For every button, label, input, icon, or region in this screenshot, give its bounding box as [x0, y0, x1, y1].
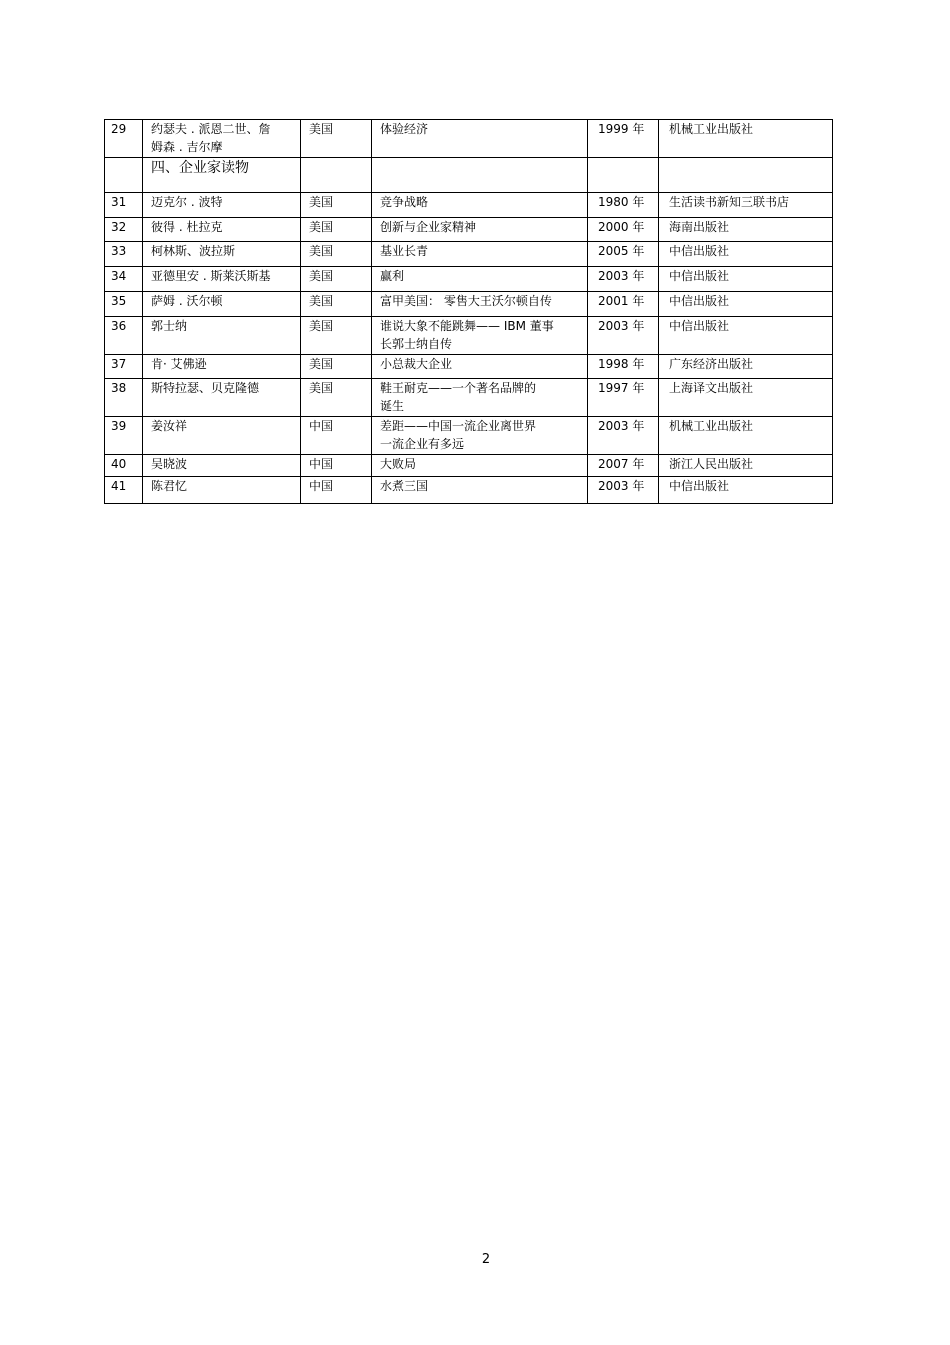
- book-title-cell: 谁说大象不能跳舞—— IBM 董事 长郭士纳自传: [372, 317, 588, 355]
- author-cell: 肯· 艾佛逊: [143, 355, 301, 379]
- book-title-cell: 大败局: [372, 455, 588, 477]
- table-row: [105, 417, 833, 455]
- year-cell: 2007 年: [588, 455, 659, 477]
- author-cell: 萨姆 . 沃尔顿: [143, 292, 301, 317]
- row-number: 40: [105, 455, 143, 477]
- author-cell: 郭士纳: [143, 317, 301, 355]
- publisher-cell: 机械工业出版社: [659, 417, 833, 455]
- country-cell: 美国: [301, 120, 372, 158]
- country-cell: 美国: [301, 317, 372, 355]
- publisher-cell: 广东经济出版社: [659, 355, 833, 379]
- table-row: [105, 242, 833, 267]
- author-cell: 彼得 . 杜拉克: [143, 218, 301, 242]
- publisher-cell: 上海译文出版社: [659, 379, 833, 417]
- country-cell: 美国: [301, 267, 372, 292]
- page-number: 2: [481, 1252, 491, 1267]
- country-cell: 美国: [301, 292, 372, 317]
- book-title-cell: 赢利: [372, 267, 588, 292]
- year-cell: 2003 年: [588, 317, 659, 355]
- publisher-cell: 中信出版社: [659, 267, 833, 292]
- author-cell: 吴晓波: [143, 455, 301, 477]
- table-row: [105, 193, 833, 218]
- author-cell: 约瑟夫 . 派恩二世、詹 姆森 . 吉尔摩: [143, 120, 301, 158]
- row-number: [105, 158, 143, 193]
- publisher-cell: [659, 158, 833, 193]
- table-row: [105, 455, 833, 477]
- year-cell: 1998 年: [588, 355, 659, 379]
- publisher-cell: 机械工业出版社: [659, 120, 833, 158]
- publisher-cell: 中信出版社: [659, 317, 833, 355]
- country-cell: [301, 158, 372, 193]
- country-cell: 美国: [301, 218, 372, 242]
- table-row: [105, 292, 833, 317]
- publisher-cell: 海南出版社: [659, 218, 833, 242]
- country-cell: 美国: [301, 242, 372, 267]
- row-number: 36: [105, 317, 143, 355]
- publisher-cell: 中信出版社: [659, 477, 833, 504]
- country-cell: 中国: [301, 417, 372, 455]
- country-cell: 美国: [301, 355, 372, 379]
- book-title-cell: 水煮三国: [372, 477, 588, 504]
- table-row: [105, 218, 833, 242]
- book-title-cell: 小总裁大企业: [372, 355, 588, 379]
- row-number: 39: [105, 417, 143, 455]
- row-number: 33: [105, 242, 143, 267]
- row-number: 32: [105, 218, 143, 242]
- row-number: 34: [105, 267, 143, 292]
- country-cell: 中国: [301, 477, 372, 504]
- year-cell: 1999 年: [588, 120, 659, 158]
- book-title-cell: 竞争战略: [372, 193, 588, 218]
- book-title-cell: 体验经济: [372, 120, 588, 158]
- author-cell: 斯特拉瑟、贝克隆德: [143, 379, 301, 417]
- country-cell: 中国: [301, 455, 372, 477]
- author-cell: 迈克尔 . 波特: [143, 193, 301, 218]
- book-title-cell: [372, 158, 588, 193]
- section-heading-row: [105, 158, 833, 193]
- table-row: [105, 477, 833, 504]
- year-cell: [588, 158, 659, 193]
- table-row: [105, 120, 833, 158]
- author-cell: 陈君忆: [143, 477, 301, 504]
- book-title-cell: 差距——中国一流企业离世界 一流企业有多远: [372, 417, 588, 455]
- table-row: [105, 379, 833, 417]
- row-number: 31: [105, 193, 143, 218]
- author-cell: 亚德里安 . 斯莱沃斯基: [143, 267, 301, 292]
- country-cell: 美国: [301, 193, 372, 218]
- year-cell: 2003 年: [588, 477, 659, 504]
- book-list-table: [104, 119, 833, 504]
- book-title-cell: 基业长青: [372, 242, 588, 267]
- author-cell: 姜汝祥: [143, 417, 301, 455]
- row-number: 29: [105, 120, 143, 158]
- year-cell: 2000 年: [588, 218, 659, 242]
- year-cell: 2003 年: [588, 417, 659, 455]
- publisher-cell: 浙江人民出版社: [659, 455, 833, 477]
- country-cell: 美国: [301, 379, 372, 417]
- row-number: 38: [105, 379, 143, 417]
- table-row: [105, 355, 833, 379]
- table-row: [105, 317, 833, 355]
- publisher-cell: 中信出版社: [659, 292, 833, 317]
- book-title-cell: 创新与企业家精神: [372, 218, 588, 242]
- year-cell: 2003 年: [588, 267, 659, 292]
- year-cell: 2001 年: [588, 292, 659, 317]
- year-cell: 1980 年: [588, 193, 659, 218]
- row-number: 37: [105, 355, 143, 379]
- author-cell: 柯林斯、波拉斯: [143, 242, 301, 267]
- book-title-cell: 富甲美国： 零售大王沃尔顿自传: [372, 292, 588, 317]
- year-cell: 2005 年: [588, 242, 659, 267]
- row-number: 35: [105, 292, 143, 317]
- publisher-cell: 中信出版社: [659, 242, 833, 267]
- row-number: 41: [105, 477, 143, 504]
- publisher-cell: 生活读书新知三联书店: [659, 193, 833, 218]
- year-cell: 1997 年: [588, 379, 659, 417]
- table-row: [105, 267, 833, 292]
- book-title-cell: 鞋王耐克——一个著名品牌的 诞生: [372, 379, 588, 417]
- section-heading: 四、企业家读物: [143, 158, 301, 193]
